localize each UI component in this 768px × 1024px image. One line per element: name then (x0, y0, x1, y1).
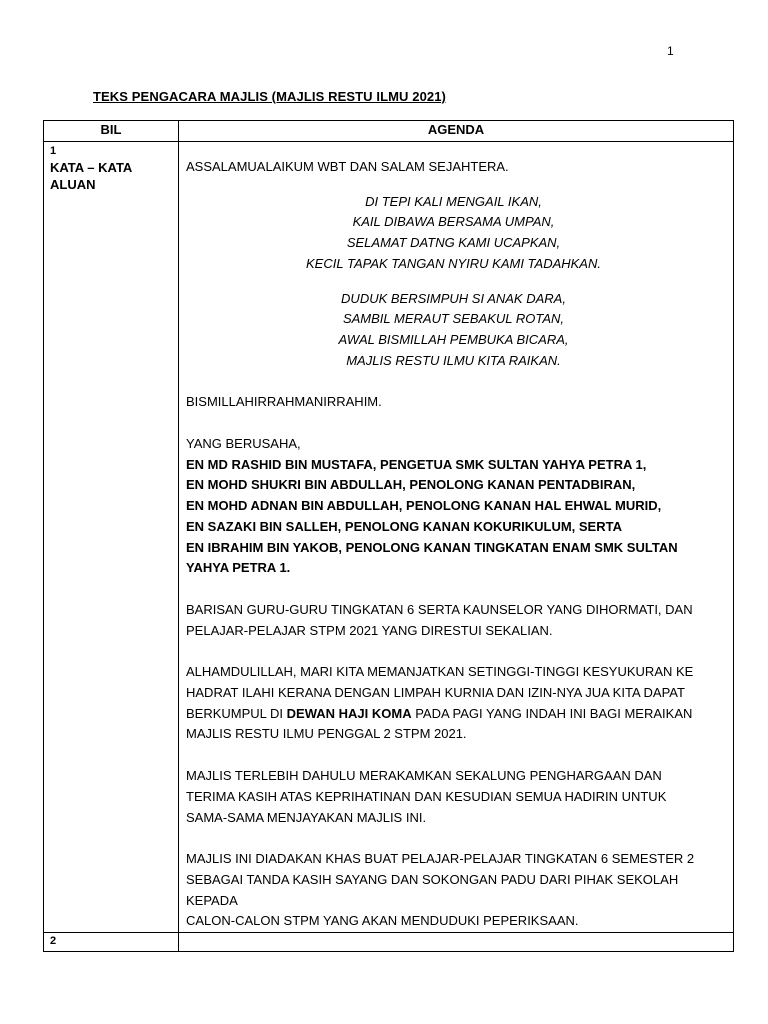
pantun-line: AWAL BISMILLAH PEMBUKA BICARA, (338, 331, 569, 347)
bil-cell (44, 933, 179, 952)
paragraph-line: PELAJAR-PELAJAR STPM 2021 YANG DIRESTUI SEKALIAN. (186, 622, 553, 638)
header-bil: BIL (44, 121, 179, 142)
bil-cell (44, 142, 179, 933)
document-title: TEKS PENGACARA MAJLIS (MAJLIS RESTU ILMU 2021) (93, 89, 446, 104)
row-label: KATA – KATA ALUAN (50, 160, 132, 192)
row-number: 2 (50, 935, 57, 948)
pantun-line: KECIL TAPAK TANGAN NYIRU KAMI TADAHKAN. (306, 255, 601, 271)
pantun-stanza-2 (186, 289, 733, 372)
table-header-row (44, 121, 734, 142)
pantun-line: DI TEPI KALI MENGAIL IKAN, (365, 193, 542, 209)
dignitary-line: YAHYA PETRA 1. (186, 560, 291, 576)
header-agenda: AGENDA (179, 121, 734, 142)
text-segment: PADA PAGI YANG INDAH INI BAGI MERAIKAN (411, 705, 693, 721)
yang-berusaha: YANG BERUSAHA, (186, 436, 301, 452)
dignitaries-list (186, 455, 733, 579)
dignitary-line: EN MOHD ADNAN BIN ABDULLAH, PENOLONG KANAN HAL EHWAL MURID, (186, 498, 662, 514)
paragraph-line: BARISAN GURU-GURU TINGKATAN 6 SERTA KAUNSELOR YANG DIHORMATI, DAN (186, 601, 693, 617)
table-row (44, 933, 734, 952)
agenda-cell (179, 142, 734, 933)
paragraph-line: SEBAGAI TANDA KASIH SAYANG DAN SOKONGAN PADU DARI PIHAK SEKOLAH KEPADA (186, 871, 679, 908)
paragraph-alhamdulillah (186, 662, 733, 745)
paragraph-line: CALON-CALON STPM YANG AKAN MENDUDUKI PEPERIKSAAN. (186, 913, 579, 929)
table-row (44, 142, 734, 933)
paragraph-line: TERIMA KASIH ATAS KEPRIHATINAN DAN KESUDIAN SEMUA HADIRIN UNTUK (186, 788, 667, 804)
bismillah: BISMILLAHIRRAHMANIRRAHIM. (186, 394, 382, 410)
dignitary-line: EN IBRAHIM BIN YAKOB, PENOLONG KANAN TINGKATAN ENAM SMK SULTAN (186, 539, 678, 555)
paragraph-line: MAJLIS INI DIADAKAN KHAS BUAT PELAJAR-PELAJAR TINGKATAN 6 SEMESTER 2 (186, 851, 695, 867)
dignitaries-block (186, 434, 733, 579)
pantun-stanza-1 (186, 192, 733, 275)
text-segment: BERKUMPUL DI (186, 705, 287, 721)
dignitary-line: EN MD RASHID BIN MUSTAFA, PENGETUA SMK SULTAN YAHYA PETRA 1, (186, 456, 647, 472)
dignitary-line: EN MOHD SHUKRI BIN ABDULLAH, PENOLONG KANAN PENTADBIRAN, (186, 477, 636, 493)
paragraph-line: MAJLIS TERLEBIH DAHULU MERAKAMKAN SEKALUNG PENGHARGAAN DAN (186, 768, 662, 784)
paragraph-majlis-ini (186, 849, 733, 932)
paragraph-line: SAMA-SAMA MENJAYAKAN MAJLIS INI. (186, 809, 427, 825)
paragraph-line: HADRAT ILAHI KERANA DENGAN LIMPAH KURNIA DAN IZIN-NYA JUA KITA DAPAT (186, 685, 685, 701)
agenda-cell (179, 933, 734, 952)
paragraph-line (186, 704, 733, 725)
pantun-line: MAJLIS RESTU ILMU KITA RAIKAN. (346, 352, 561, 368)
agenda-table (43, 120, 734, 952)
greeting: ASSALAMUALAIKUM WBT DAN SALAM SEJAHTERA. (186, 159, 509, 174)
paragraph-majlis-terlebih (186, 766, 733, 828)
pantun-line: SELAMAT DATNG KAMI UCAPKAN, (346, 235, 561, 251)
row-number: 1 (50, 145, 57, 157)
paragraph-line: ALHAMDULILLAH, MARI KITA MEMANJATKAN SETINGGI-TINGGI KESYUKURAN KE (186, 664, 694, 680)
page-number: 1 (667, 44, 674, 58)
pantun-line: SAMBIL MERAUT SEBAKUL ROTAN, (342, 311, 565, 327)
pantun-line: KAIL DIBAWA BERSAMA UMPAN, (352, 214, 555, 230)
pantun-line: DUDUK BERSIMPUH SI ANAK DARA, (341, 290, 566, 306)
venue-name: DEWAN HAJI KOMA (286, 705, 412, 721)
dignitary-line: EN SAZAKI BIN SALLEH, PENOLONG KANAN KOKURIKULUM, SERTA (186, 518, 622, 534)
paragraph-barisan (186, 600, 733, 641)
paragraph-line: MAJLIS RESTU ILMU PENGGAL 2 STPM 2021. (186, 726, 467, 742)
